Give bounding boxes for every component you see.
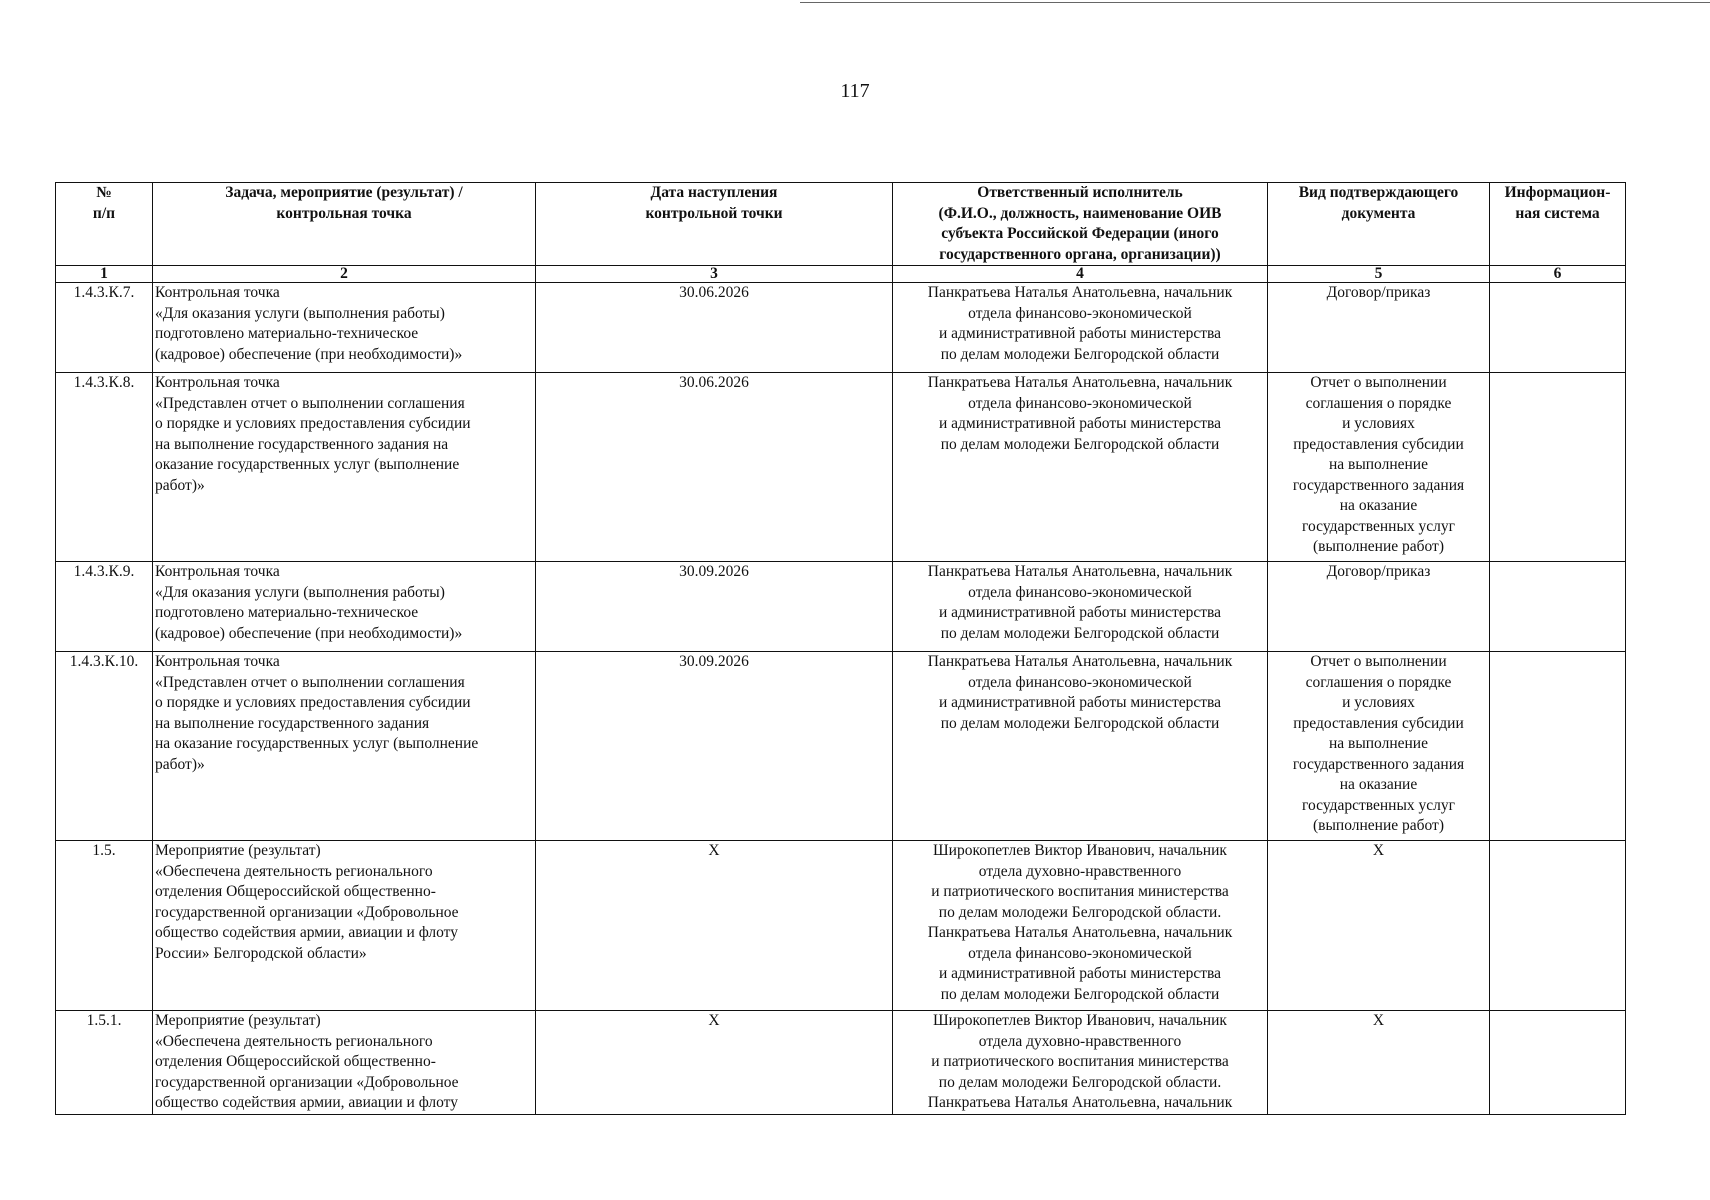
header-row: [56, 183, 1626, 266]
row-task: [153, 373, 536, 562]
task-line: Мероприятие (результат): [155, 842, 321, 859]
doc-line: Договор/приказ: [1326, 563, 1431, 580]
doc-line: и условиях: [1342, 415, 1415, 432]
column-number: 2: [153, 266, 536, 283]
task-line: (кадровое) обеспечение (при необходимости)»: [155, 345, 463, 363]
task-line: «Представлен отчет о выполнении соглашения: [155, 394, 465, 412]
row-date: 30.09.2026: [536, 652, 893, 841]
task-line: работ)»: [155, 755, 205, 773]
task-line: (кадровое) обеспечение (при необходимости)»: [155, 624, 463, 642]
task-line: общество содействия армии, авиации и флоту: [155, 1094, 458, 1111]
task-line: России» Белгородской области»: [155, 944, 367, 962]
table-row: [56, 283, 1626, 373]
task-line: подготовлено материально-техническое: [155, 325, 419, 342]
table-row: [56, 841, 1626, 1011]
column-number: 4: [893, 266, 1268, 283]
row-document: [1268, 1011, 1490, 1115]
header-executor: Ответственный исполнитель (Ф.И.О., должность, наименование ОИВ субъекта Российской Федерации (иного государственного органа, организации)): [893, 183, 1268, 266]
column-number: 6: [1490, 266, 1626, 283]
task-line: отделения Общероссийской общественно-: [155, 883, 436, 900]
row-number: 1.5.: [56, 841, 153, 1011]
exec-line: отдела финансово-экономической: [968, 673, 1192, 691]
table-body: [56, 283, 1626, 1115]
row-executor: [893, 841, 1268, 1011]
row-date: Х: [536, 1011, 893, 1115]
exec-line: и административной работы министерства: [938, 965, 1222, 982]
header-system: Информацион- ная система: [1490, 183, 1626, 266]
task-line: подготовлено материально-техническое: [155, 604, 419, 621]
exec-line: по делам молодежи Белгородской области: [940, 714, 1220, 732]
row-document: [1268, 841, 1490, 1011]
table-row: [56, 373, 1626, 562]
row-task: [153, 562, 536, 652]
header-number: № п/п: [56, 183, 153, 266]
table-row: [56, 1011, 1626, 1115]
exec-line: отдела духовно-нравственного: [978, 1032, 1182, 1050]
exec-line: Панкратьева Наталья Анатольевна, начальник: [927, 374, 1233, 391]
row-executor: [893, 562, 1268, 652]
row-system: [1490, 283, 1626, 373]
row-task: [153, 1011, 536, 1115]
plan-table: [55, 182, 1626, 1115]
exec-line: отдела финансово-экономической: [968, 944, 1192, 962]
row-number: 1.4.3.К.9.: [56, 562, 153, 652]
doc-line: государственных услуг: [1302, 796, 1455, 814]
doc-line: государственного задания: [1292, 476, 1465, 494]
doc-line: на выполнение: [1328, 735, 1428, 752]
doc-line: на оказание: [1339, 497, 1418, 514]
row-document: [1268, 373, 1490, 562]
task-line: государственной организации «Добровольное: [155, 903, 459, 921]
row-executor: [893, 373, 1268, 562]
doc-line: государственных услуг: [1302, 517, 1455, 535]
header-document: Вид подтверждающего документа: [1268, 183, 1490, 266]
doc-line: Х: [1372, 1012, 1385, 1029]
row-executor: [893, 652, 1268, 841]
row-number: 1.4.3.К.8.: [56, 373, 153, 562]
doc-line: Отчет о выполнении: [1310, 374, 1447, 391]
row-number: 1.4.3.К.7.: [56, 283, 153, 373]
exec-line: по делам молодежи Белгородской области: [940, 985, 1220, 1003]
doc-line: Отчет о выполнении: [1310, 653, 1447, 670]
exec-line: по делам молодежи Белгородской области.: [938, 903, 1222, 921]
task-line: «Обеспечена деятельность регионального: [155, 862, 433, 880]
doc-line: Договор/приказ: [1326, 284, 1431, 301]
task-line: «Обеспечена деятельность регионального: [155, 1032, 433, 1050]
row-date: Х: [536, 841, 893, 1011]
task-line: государственной организации «Добровольное: [155, 1073, 459, 1091]
exec-line: Панкратьева Наталья Анатольевна, начальник: [927, 563, 1233, 580]
row-task: [153, 841, 536, 1011]
task-line: о порядке и условиях предоставления субсидии: [155, 694, 471, 711]
task-line: работ)»: [155, 476, 205, 494]
row-document: [1268, 562, 1490, 652]
row-number: 1.4.3.К.10.: [56, 652, 153, 841]
exec-line: Широкопетлев Виктор Иванович, начальник: [933, 842, 1227, 859]
task-line: о порядке и условиях предоставления субсидии: [155, 415, 471, 432]
doc-line: (выполнение работ): [1313, 817, 1444, 834]
exec-line: по делам молодежи Белгородской области: [940, 624, 1220, 642]
exec-line: по делам молодежи Белгородской области.: [938, 1073, 1222, 1091]
row-document: [1268, 652, 1490, 841]
exec-line: по делам молодежи Белгородской области: [940, 435, 1220, 453]
task-line: «Для оказания услуги (выполнения работы): [155, 583, 445, 601]
exec-line: и патриотического воспитания министерства: [931, 1053, 1229, 1070]
page-number: 117: [840, 80, 870, 102]
exec-line: и административной работы министерства: [938, 694, 1222, 711]
column-number: 3: [536, 266, 893, 283]
column-number-row: [56, 266, 1626, 283]
task-line: Мероприятие (результат): [155, 1012, 321, 1029]
row-date: 30.09.2026: [536, 562, 893, 652]
row-system: [1490, 652, 1626, 841]
row-system: [1490, 841, 1626, 1011]
table-row: [56, 652, 1626, 841]
row-executor: [893, 283, 1268, 373]
row-number: 1.5.1.: [56, 1011, 153, 1115]
doc-line: соглашения о порядке: [1305, 394, 1452, 412]
task-line: на оказание государственных услуг (выполнение: [155, 735, 479, 752]
doc-line: Х: [1372, 842, 1385, 859]
task-line: отделения Общероссийской общественно-: [155, 1053, 436, 1070]
exec-line: и патриотического воспитания министерства: [931, 883, 1229, 900]
task-line: Контрольная точка: [155, 374, 280, 391]
exec-line: Панкратьева Наталья Анатольевна, начальник: [927, 653, 1233, 670]
doc-line: на выполнение: [1328, 456, 1428, 473]
doc-line: предоставления субсидии: [1293, 435, 1464, 453]
exec-line: отдела духовно-нравственного: [978, 862, 1182, 880]
column-number: 5: [1268, 266, 1490, 283]
task-line: «Для оказания услуги (выполнения работы): [155, 304, 445, 322]
exec-line: отдела финансово-экономической: [968, 583, 1192, 601]
doc-line: государственного задания: [1292, 755, 1465, 773]
exec-line: Панкратьева Наталья Анатольевна, начальник: [927, 924, 1233, 941]
exec-line: по делам молодежи Белгородской области: [940, 345, 1220, 363]
task-line: Контрольная точка: [155, 653, 280, 670]
doc-line: на оказание: [1339, 776, 1418, 793]
exec-line: Широкопетлев Виктор Иванович, начальник: [933, 1012, 1227, 1029]
row-system: [1490, 373, 1626, 562]
task-line: общество содействия армии, авиации и флоту: [155, 924, 458, 941]
exec-line: и административной работы министерства: [938, 415, 1222, 432]
table-row: [56, 562, 1626, 652]
task-line: на выполнение государственного задания: [155, 714, 430, 732]
doc-line: и условиях: [1342, 694, 1415, 711]
row-system: [1490, 562, 1626, 652]
header-task: Задача, мероприятие (результат) / контрольная точка: [153, 183, 536, 266]
exec-line: и административной работы министерства: [938, 325, 1222, 342]
task-line: «Представлен отчет о выполнении соглашения: [155, 673, 465, 691]
row-task: [153, 652, 536, 841]
row-date: 30.06.2026: [536, 373, 893, 562]
doc-line: соглашения о порядке: [1305, 673, 1452, 691]
row-date: 30.06.2026: [536, 283, 893, 373]
row-document: [1268, 283, 1490, 373]
task-line: оказание государственных услуг (выполнение: [155, 456, 460, 473]
row-task: [153, 283, 536, 373]
exec-line: и административной работы министерства: [938, 604, 1222, 621]
doc-line: предоставления субсидии: [1293, 714, 1464, 732]
doc-line: (выполнение работ): [1313, 538, 1444, 555]
exec-line: Панкратьева Наталья Анатольевна, начальник: [927, 1094, 1233, 1111]
row-executor: [893, 1011, 1268, 1115]
header-date: Дата наступления контрольной точки: [536, 183, 893, 266]
exec-line: отдела финансово-экономической: [968, 304, 1192, 322]
exec-line: Панкратьева Наталья Анатольевна, начальник: [927, 284, 1233, 301]
task-line: на выполнение государственного задания на: [155, 435, 449, 453]
row-system: [1490, 1011, 1626, 1115]
column-number: 1: [56, 266, 153, 283]
task-line: Контрольная точка: [155, 284, 280, 301]
top-edge-line: [800, 2, 1710, 3]
exec-line: отдела финансово-экономической: [968, 394, 1192, 412]
task-line: Контрольная точка: [155, 563, 280, 580]
